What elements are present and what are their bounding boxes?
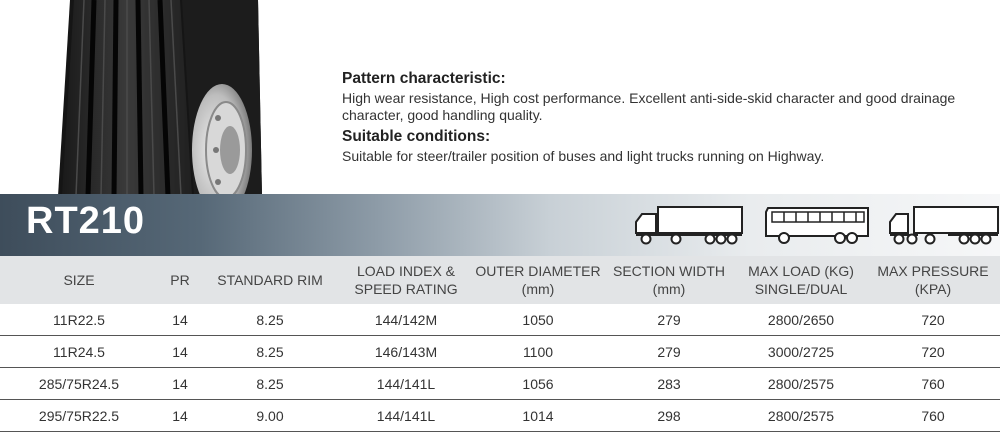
cell-max-load: 2800/2575	[736, 368, 866, 400]
cell-load-index: 144/141L	[338, 368, 474, 400]
cell-outer-diameter: 1050	[474, 304, 602, 336]
cell-section-width: 279	[602, 304, 736, 336]
cell-standard-rim: 8.25	[202, 368, 338, 400]
col-header-standard-rim: STANDARD RIM	[202, 256, 338, 304]
truck-icon	[634, 204, 746, 246]
cell-pr: 14	[158, 400, 202, 432]
cell-pr: 14	[158, 304, 202, 336]
cell-max-pressure: 720	[866, 336, 1000, 368]
cell-standard-rim: 8.25	[202, 304, 338, 336]
cell-max-load: 2800/2575	[736, 400, 866, 432]
table-row	[0, 304, 1000, 336]
cell-standard-rim: 8.25	[202, 336, 338, 368]
cell-load-index: 144/141L	[338, 400, 474, 432]
col-header-section-width: SECTION WIDTH (mm)	[602, 256, 736, 304]
col-header-pr: PR	[158, 256, 202, 304]
conditions-text: Suitable for steer/trailer position of buses and light trucks running on Highway.	[342, 148, 825, 164]
cell-max-pressure: 760	[866, 368, 1000, 400]
cell-size: 11R22.5	[0, 304, 158, 336]
cell-section-width: 298	[602, 400, 736, 432]
cell-outer-diameter: 1100	[474, 336, 602, 368]
cell-load-index: 146/143M	[338, 336, 474, 368]
cell-size: 285/75R24.5	[0, 368, 158, 400]
table-row	[0, 368, 1000, 400]
bus-icon	[764, 204, 872, 246]
spec-table	[0, 256, 1000, 432]
table-row	[0, 400, 1000, 432]
cell-size: 295/75R22.5	[0, 400, 158, 432]
cell-pr: 14	[158, 368, 202, 400]
cell-size: 11R24.5	[0, 336, 158, 368]
cell-pr: 14	[158, 336, 202, 368]
cell-standard-rim: 9.00	[202, 400, 338, 432]
trailer-truck-icon	[888, 204, 1000, 246]
cell-max-pressure: 720	[866, 304, 1000, 336]
model-banner	[0, 194, 1000, 256]
pattern-heading: Pattern characteristic:	[342, 70, 506, 87]
col-header-load-index: LOAD INDEX & SPEED RATING	[338, 256, 474, 304]
description-block	[342, 70, 982, 169]
col-header-size: SIZE	[0, 256, 158, 304]
tire-image	[0, 0, 270, 196]
conditions-heading: Suitable conditions:	[342, 128, 491, 145]
col-header-max-load: MAX LOAD (KG) SINGLE/DUAL	[736, 256, 866, 304]
cell-section-width: 279	[602, 336, 736, 368]
table-header-row	[0, 256, 1000, 304]
cell-outer-diameter: 1056	[474, 368, 602, 400]
model-name: RT210	[26, 200, 146, 242]
col-header-max-pressure: MAX PRESSURE (KPA)	[866, 256, 1000, 304]
col-header-outer-diameter: OUTER DIAMETER (mm)	[474, 256, 602, 304]
cell-load-index: 144/142M	[338, 304, 474, 336]
pattern-text: High wear resistance, High cost performance. Excellent anti-side-skid character and good drainage character, good handling quality.	[342, 90, 956, 123]
table-row	[0, 336, 1000, 368]
cell-max-pressure: 760	[866, 400, 1000, 432]
cell-section-width: 283	[602, 368, 736, 400]
cell-max-load: 2800/2650	[736, 304, 866, 336]
cell-outer-diameter: 1014	[474, 400, 602, 432]
cell-max-load: 3000/2725	[736, 336, 866, 368]
